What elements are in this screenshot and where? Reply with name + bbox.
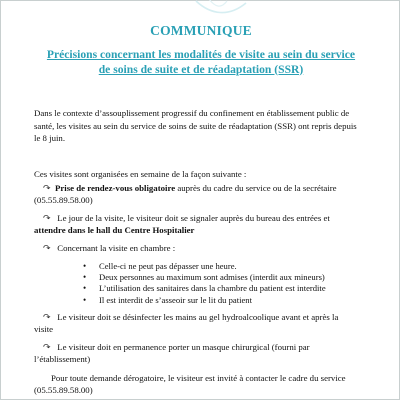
subtitle-line-1: Précisions concernant les modalités de visite au sein du service	[46, 48, 356, 61]
arrival-line-2	[34, 224, 378, 237]
page-subtitle	[23, 48, 379, 77]
list-item: • Deux personnes au maximum sont admises (interdit aux mineurs)	[81, 272, 381, 283]
rule-arrival	[43, 212, 383, 225]
mask-line-2: l’établissement)	[34, 354, 91, 364]
logo-watermark	[191, 0, 251, 19]
rule-room	[43, 242, 378, 255]
list-item: • Il est interdit de s’asseoir sur le lit du patient	[81, 295, 381, 306]
rule-mask	[43, 341, 383, 354]
appointment-text: auprès du cadre du service ou de la secrétaire	[175, 183, 337, 193]
organized-sentence: Ces visites sont organisées en semaine de la façon suivante :	[34, 169, 247, 179]
list-item: • Celle-ci ne peut pas dépasser une heure.	[81, 261, 381, 272]
intro-line-2: santé, les visites au sein du service de soins de suite de réadaptation (SSR) ont repris depuis	[34, 120, 357, 131]
list-item: • L’utilisation des sanitaires dans la chambre du patient est interdite	[81, 283, 381, 294]
disinfect-line-2: visite	[34, 324, 54, 334]
mask-line-1: Le visiteur doit en permanence porter un masque chirurgical (fourni par	[55, 342, 310, 352]
derogation-line-1: Pour toute demande dérogatoire, le visiteur est invité à contacter le cadre du service	[51, 373, 346, 383]
intro-line-1: Dans le contexte d’assouplissement progressif du confinement en établissement public de	[34, 108, 350, 118]
arrow-icon: ↷	[43, 213, 51, 223]
rule-appointment	[43, 182, 378, 195]
subtitle-line-2: de soins de suite et de réadaptation (SSR)	[98, 62, 304, 76]
arrow-icon: ↷	[43, 243, 51, 253]
arrival-bold: attendre dans le hall du Centre Hospitalier	[34, 225, 195, 235]
arrow-icon: ↷	[43, 312, 51, 322]
room-text: Concernant la visite en chambre :	[55, 243, 176, 253]
room-bullet-list	[81, 261, 381, 306]
intro-paragraph	[34, 107, 378, 145]
rule-disinfect	[43, 311, 383, 324]
disinfect-line-1: Le visiteur doit se désinfecter les mains au gel hydroalcoolique avant et après la	[55, 312, 339, 322]
appointment-phone: (05.55.89.58.00)	[34, 195, 93, 205]
arrival-text: Le jour de la visite, le visiteur doit se signaler auprès du bureau des entrées et	[55, 213, 330, 223]
intro-line-3: le 8 juin.	[34, 133, 66, 143]
arrow-icon: ↷	[43, 183, 51, 193]
derogation-phone: (05.55.89.58.00)	[34, 385, 93, 395]
arrow-icon: ↷	[43, 342, 51, 352]
page-title: COMMUNIQUE	[150, 23, 252, 38]
appointment-bold: Prise de rendez-vous obligatoire	[55, 183, 176, 193]
